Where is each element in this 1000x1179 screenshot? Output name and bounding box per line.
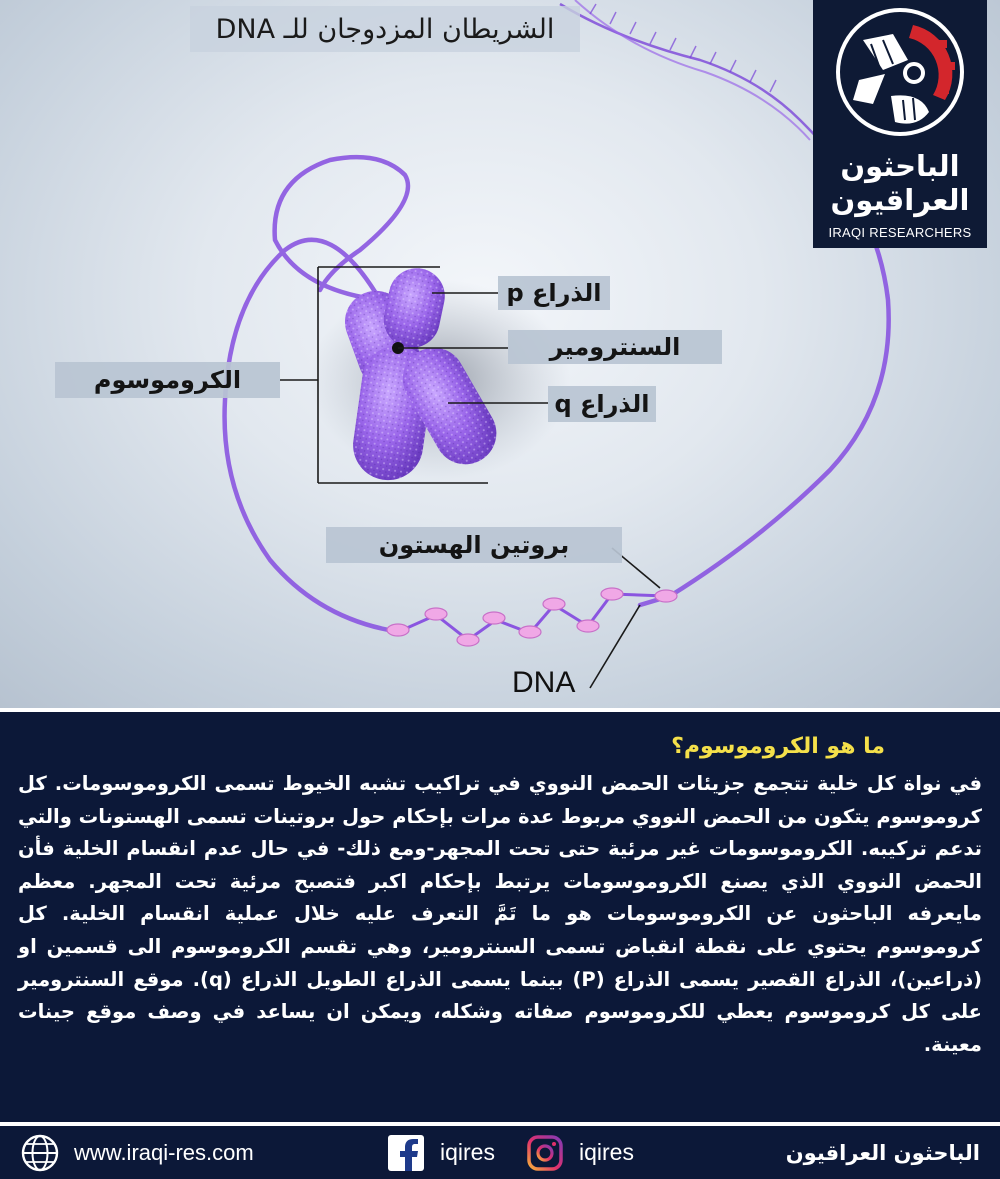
dna-double-helix [560,0,835,160]
logo-name-line2: العراقيون [830,183,970,217]
article-body: في نواة كل خلية تتجمع جزيئات الحمض النووي في تراكيب تشبه الخيوط تسمى الكروموسومات. كل كروموسوم يتكون من الحمض النووي مربوط عدة مرات بإحكام حول بروتينات تسمى الهستونات والتي تدعم تركيبه. الكروموسومات غير مرئية حتى تحت المجهر-ومع ذلك- في حال عدم انقسام الخلية فأن الحمض النووي الذي يصنع الكروموسومات يرتبط بإحكام اكبر فتصبح مرئية تحت المجهر. معظم مايعرفه الباحثون عن الكروموسومات هو ما تَمَّ التعرف عليه خلال عملية انقسام الخلية. كل كروموسوم يحتوي على نقطة انقباض تسمى السنترومير، وهي تقسم الكروموسوم الى قسمين او (ذراعين)، الذراع القصير يسمى الذراع (P) بينما يسمى الذراع الطويل الذراع (q). موقع السنترومير على كل كروموسوم يعطي للكروموسوم صفاته وشكله، ويمكن ان يساعد في وصف موقع جينات معينة. [18,772,982,1056]
label-centromere: السنترومير [508,330,722,364]
footer [0,1126,1000,1179]
article-question: ما هو الكروموسوم؟ [671,734,885,759]
label-q-arm: الذراع q [548,386,656,422]
logo [813,0,987,248]
logo-name-en: IRAQI RESEARCHERS [828,225,972,240]
instagram-handle: iqires [579,1139,634,1165]
instagram-link[interactable] [527,1126,634,1179]
facebook-icon [388,1135,424,1171]
footer-brand-text: الباحثون العراقيون [785,1140,980,1165]
logo-name-line1: الباحثون [840,149,960,183]
dna-gear-logo-icon [813,0,987,150]
diagram-title: الشريطان المزدوجان للـ DNA [190,6,580,52]
globe-icon [20,1133,60,1173]
footer-brand [786,1126,980,1179]
label-chromosome: الكروموسوم [55,362,280,398]
facebook-link[interactable] [388,1126,495,1179]
website-link[interactable] [20,1126,254,1179]
label-histone: بروتين الهستون [326,527,622,563]
label-dna: DNA [512,666,576,699]
instagram-icon [527,1135,563,1171]
article-panel [0,712,1000,1122]
website-url: www.iraqi-res.com [74,1139,254,1165]
facebook-handle: iqires [440,1139,495,1165]
label-p-arm: الذراع p [498,276,610,310]
